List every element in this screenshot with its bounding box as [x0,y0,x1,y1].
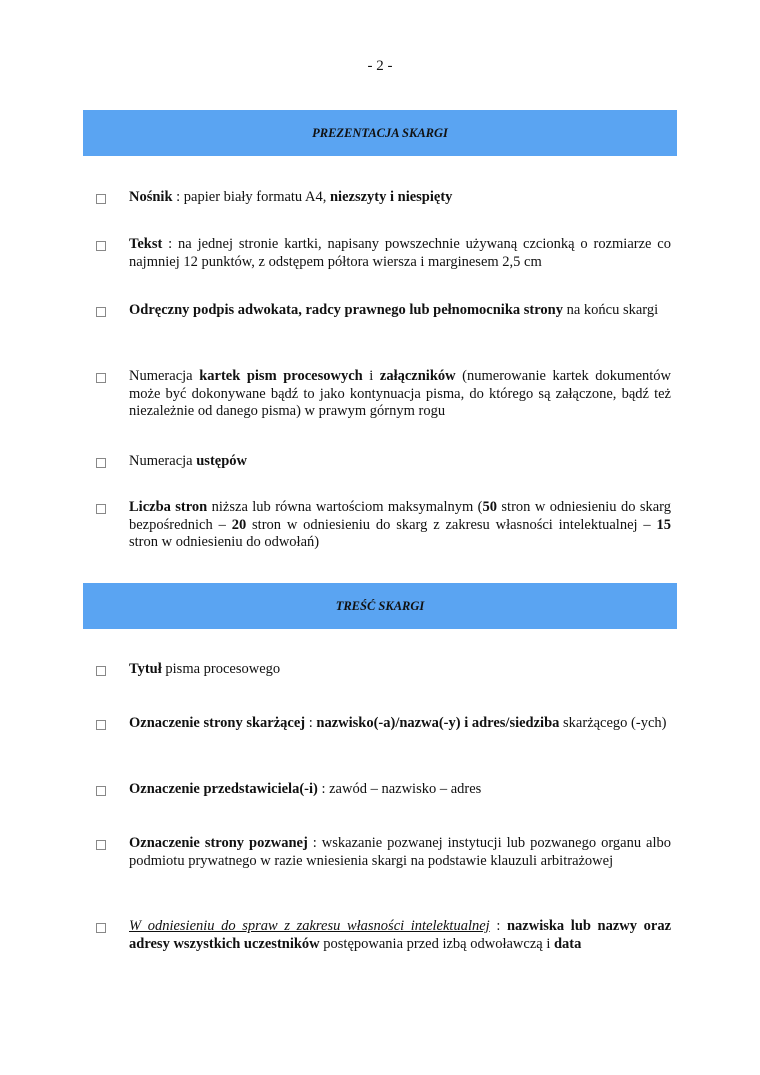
bold-text: niezszyty i niespięty [329,189,453,205]
text-segment: pisma procesowego [161,661,281,677]
section-heading-label: PREZENTACJA SKARGI [312,125,448,140]
bold-text: Oznaczenie strony skarżącej [129,715,306,731]
bold-text: nazwisko(-a)/nazwa(-y) i adres/siedziba [316,715,560,731]
section-heading-prezentacja [83,110,677,156]
text-segment: i [362,368,380,384]
checklist-item [96,661,671,679]
checkbox[interactable] [96,923,106,933]
section-heading-label: TREŚĆ SKARGI [335,598,425,613]
text-segment: postępowania przed izbą odwoławczą i [319,935,554,952]
item-text [129,453,671,471]
checklist-item [96,453,671,471]
text-segment: stron w odniesieniu do odwołań) [129,534,320,550]
bold-text: Oznaczenie strony pozwanej [129,835,308,851]
text-segment: na końcu skargi [562,302,659,318]
section-heading-tresc [83,583,677,629]
text-segment: Numeracja [129,453,197,469]
text-segment: skarżącego (-ych) [559,715,667,731]
text-segment: : [489,918,507,934]
checklist-item [96,918,671,953]
bold-text: załączników [379,368,456,384]
item-text [129,302,671,320]
bold-text: 15 [656,516,671,533]
bold-text: Tekst [129,236,163,252]
item-text [129,835,671,870]
checkbox[interactable] [96,504,106,514]
text-segment: : wskazanie pozwanej instytucji lub pozwanego organu albo podmiotu prywatnego w razie wniesienia skargi na podstawie klauzuli arbitrażowej [129,835,672,869]
checkbox[interactable] [96,786,106,796]
checklist-item [96,499,671,552]
bold-text: Liczba stron [129,499,208,515]
item-text [129,661,671,679]
checkbox[interactable] [96,373,106,383]
bold-text: Tytuł [129,661,162,677]
bold-text: 50 [482,499,498,515]
text-segment: stron w odniesieniu do skarg z zakresu własności intelektualnej – [246,516,657,533]
item-text [129,499,671,552]
text-segment: : zawód – nazwisko – adres [317,781,482,797]
bold-text: Odręczny podpis adwokata, radcy prawnego lub pełnomocnika strony [129,302,563,318]
checkbox[interactable] [96,241,106,251]
bold-text: Nośnik [129,189,173,205]
checklist-item [96,835,671,870]
checklist-item [96,236,671,271]
bold-text: nazwiska lub nazwy oraz adresy wszystkich uczestników [129,918,672,952]
text-segment: : na jednej stronie kartki, napisany powszechnie używaną czcionką o rozmiarze co najmniej 12 punktów, z odstępem półtora wiersza i marginesem 2,5 cm [129,236,671,270]
checkbox[interactable] [96,666,106,676]
checkbox[interactable] [96,458,106,468]
checklist-item [96,781,671,799]
page-number: - 2 - [367,58,393,74]
checklist-item [96,715,671,733]
text-segment: Numeracja [129,368,200,384]
checklist-item [96,368,671,421]
item-text [129,781,671,799]
checkbox[interactable] [96,307,106,317]
item-text [129,368,671,421]
bold-text: 20 [231,516,247,533]
bold-text: Oznaczenie przedstawiciela(-i) [129,781,318,797]
item-text [129,236,671,271]
checklist-item [96,302,671,320]
bold-text: ustępów [196,453,247,469]
text-segment: (numerowanie kartek dokumentów może być dokonywane bądź to jako kontynuacja pisma, do którego są załączone, bądź też niezależnie od danego pisma) w prawym górnym rogu [129,368,672,419]
text-segment: : papier biały formatu A4, [172,189,330,205]
checkbox[interactable] [96,720,106,730]
underlined-text: W odniesieniu do spraw z zakresu własności intelektualnej [129,918,490,934]
item-text [129,918,671,953]
bold-text: kartek pism procesowych [199,368,363,384]
text-segment: : [305,715,317,731]
checklist-item [96,189,671,207]
text-segment: stron w odniesieniu do skarg bezpośrednich – [129,499,671,533]
item-text [129,189,671,207]
item-text [129,715,671,733]
checkbox[interactable] [96,194,106,204]
bold-text: data [553,935,582,952]
checkbox[interactable] [96,840,106,850]
text-segment: niższa lub równa wartościom maksymalnym ( [207,499,483,515]
